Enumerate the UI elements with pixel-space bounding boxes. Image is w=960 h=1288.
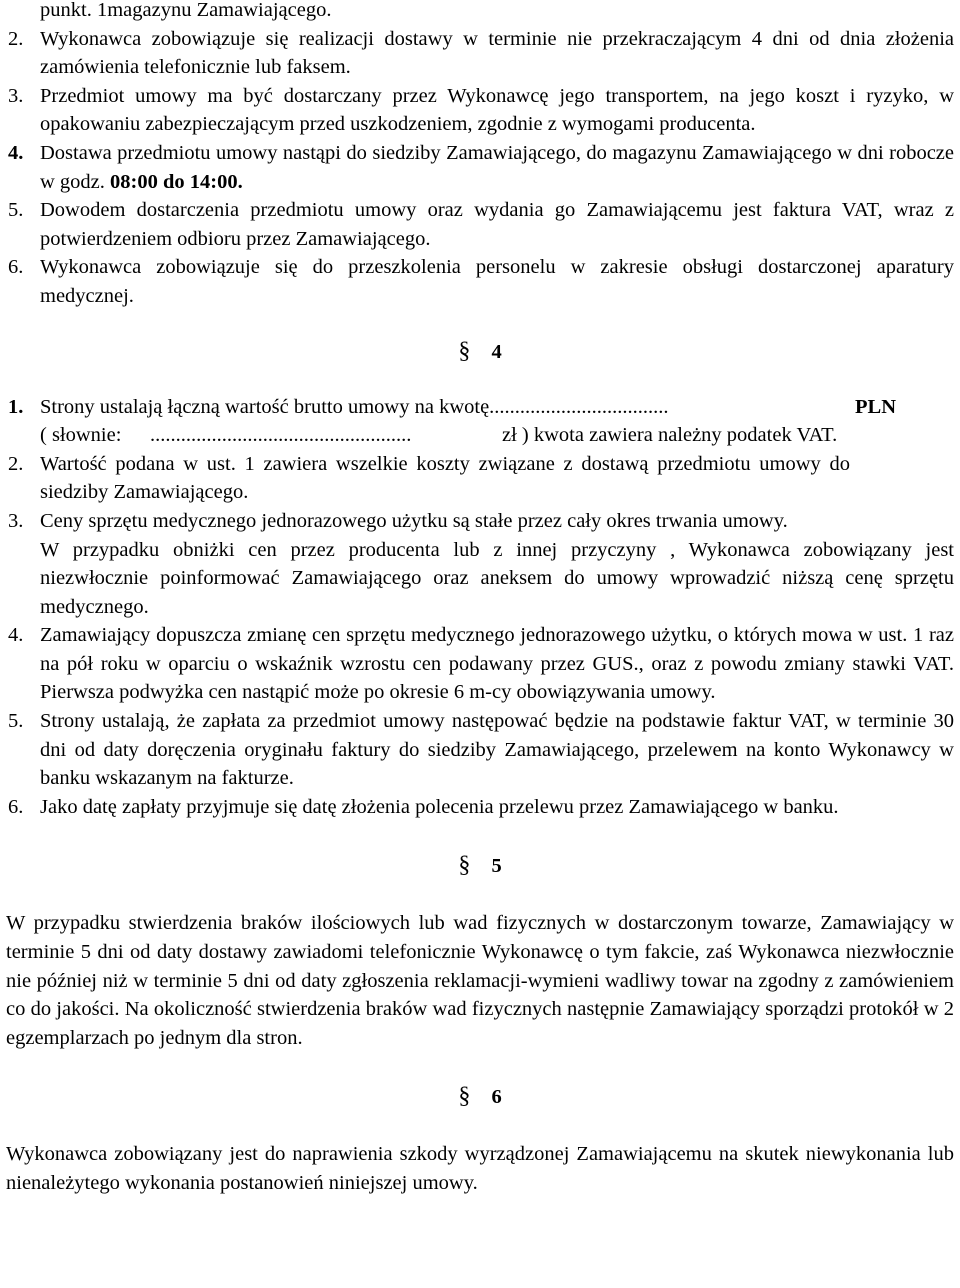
paragraph-symbol: § [458,852,471,879]
list-item [0,621,960,707]
section-number: 5 [491,855,502,878]
section-heading-5 [0,851,960,909]
item-number: 4. [8,624,24,647]
item-text: Wartość podana w ust. 1 zawiera wszelkie koszty związane z dostawą przedmiotu umowy do siedziby Zamawiającego. [40,452,850,504]
currency-label: PLN [855,395,896,418]
item-text: Jako datę zapłaty przyjmuje się datę złożenia polecenia przelewu przez Zamawiającego w banku. [40,795,839,818]
intro-line: punkt. 1magazynu Zamawiającego. [40,0,332,21]
list-item [0,393,960,422]
list-item [0,707,960,793]
delivery-hours: 08:00 do 14:00. [110,170,243,193]
item-number: 4. [8,141,24,164]
item-number: 6. [8,256,24,279]
item-text: Wykonawca zobowiązuje się do przeszkolenia personelu w zakresie obsługi dostarczonej aparatury medycznej. [40,256,954,307]
words-label: ( słownie: [40,424,122,447]
list-item [0,196,960,253]
item-number: 3. [8,509,24,532]
list-item [0,82,960,139]
section-5-text: W przypadku stwierdzenia braków ilościowych lub wad fizycznych w dostarczonym towarze, Zamawiający w terminie 5 dni od daty dostawy zawiadomi telefonicznie Wykonawcę o tym fakcie, zaś Wykonawca niezwłocznie nie później niż w terminie 5 dni od daty zgłoszenia reklamacji-wymieni wadliwy towar na zgodny z zamówieniem co do jakości. Na okoliczność stwierdzenia braków wad fizycznych następnie Zamawiający sporządzi protokół w 2 egzemplarzach po jednym dla stron. [6,912,954,1049]
amount-words-line [0,421,960,450]
words-blank: ................................................... [150,424,412,447]
item-text: Przedmiot umowy ma być dostarczany przez Wykonawcę jego transportem, na jego koszt i ryzyko, w opakowaniu zabezpieczającym przed uszkodzeniem, zgodnie z wymogami producenta. [40,84,954,136]
item-text: Zamawiający dopuszcza zmianę cen sprzętu medycznego jednorazowego użytku, o których mowa w ust. 1 raz na pół roku w oparciu o wskaźnik wzrostu cen podawany przez GUS., oraz z powodu zmiany stawki VAT. Pierwsza podwyżka cen nastąpić może po okresie 6 m-cy obowiązywania umowy. [40,624,954,704]
list-item [0,253,960,310]
item-number: 6. [8,795,24,818]
section-heading-6 [0,1082,960,1140]
section-number: 4 [491,340,502,363]
paragraph-symbol: § [458,337,471,364]
item-number: 3. [8,84,24,107]
list-item [0,793,960,822]
item-text: Wykonawca zobowiązuje się realizacji dostawy w terminie nie przekraczającym 4 dni od dnia złożenia zamówienia telefonicznie lub faksem. [40,27,954,79]
item-text: Dostawa przedmiotu umowy nastąpi do siedziby Zamawiającego, do magazynu Zamawiającego w dni robocze w godz. [40,141,954,193]
amount-line: Strony ustalają łączną wartość brutto umowy na kwotę................................... [40,395,669,418]
section-6-text: Wykonawca zobowiązany jest do naprawienia szkody wyrządzonej Zamawiającemu na skutek niewykonania lub nienależytego wykonania postanowień niniejszej umowy. [6,1143,954,1194]
section-number: 6 [491,1086,502,1109]
item-text-continued: W przypadku obniżki cen przez producenta lub z innej przyczyny , Wykonawca zobowiązany jest niezwłocznie poinformować Zamawiającego oraz aneksem do umowy wprowadzić niższą cenę sprzętu medycznego. [40,538,954,618]
list-item [0,25,960,82]
list-item [0,450,960,507]
vat-note: zł ) kwota zawiera należny podatek VAT. [502,424,838,447]
item-text: Ceny sprzętu medycznego jednorazowego użytku są stałe przez cały okres trwania umowy. [40,509,788,532]
item-text: Dowodem dostarczenia przedmiotu umowy oraz wydania go Zamawiającemu jest faktura VAT, wraz z potwierdzeniem odbioru przez Zamawiającego. [40,199,954,250]
paragraph-symbol: § [458,1083,471,1110]
item-number: 1. [8,395,24,418]
item-text: Strony ustalają, że zapłata za przedmiot umowy następować będzie na podstawie faktur VAT, w terminie 30 dni od daty doręczenia oryginału faktury do siedziby Zamawiającego, przelewem na konto Wykonawcy w banku wskazanym na fakturze. [40,710,954,790]
item-number: 2. [8,27,24,50]
list-item [0,139,960,196]
list-item [0,507,960,621]
section-heading-4 [0,337,960,393]
item-number: 2. [8,452,24,475]
item-number: 5. [8,710,24,733]
item-number: 5. [8,199,24,222]
